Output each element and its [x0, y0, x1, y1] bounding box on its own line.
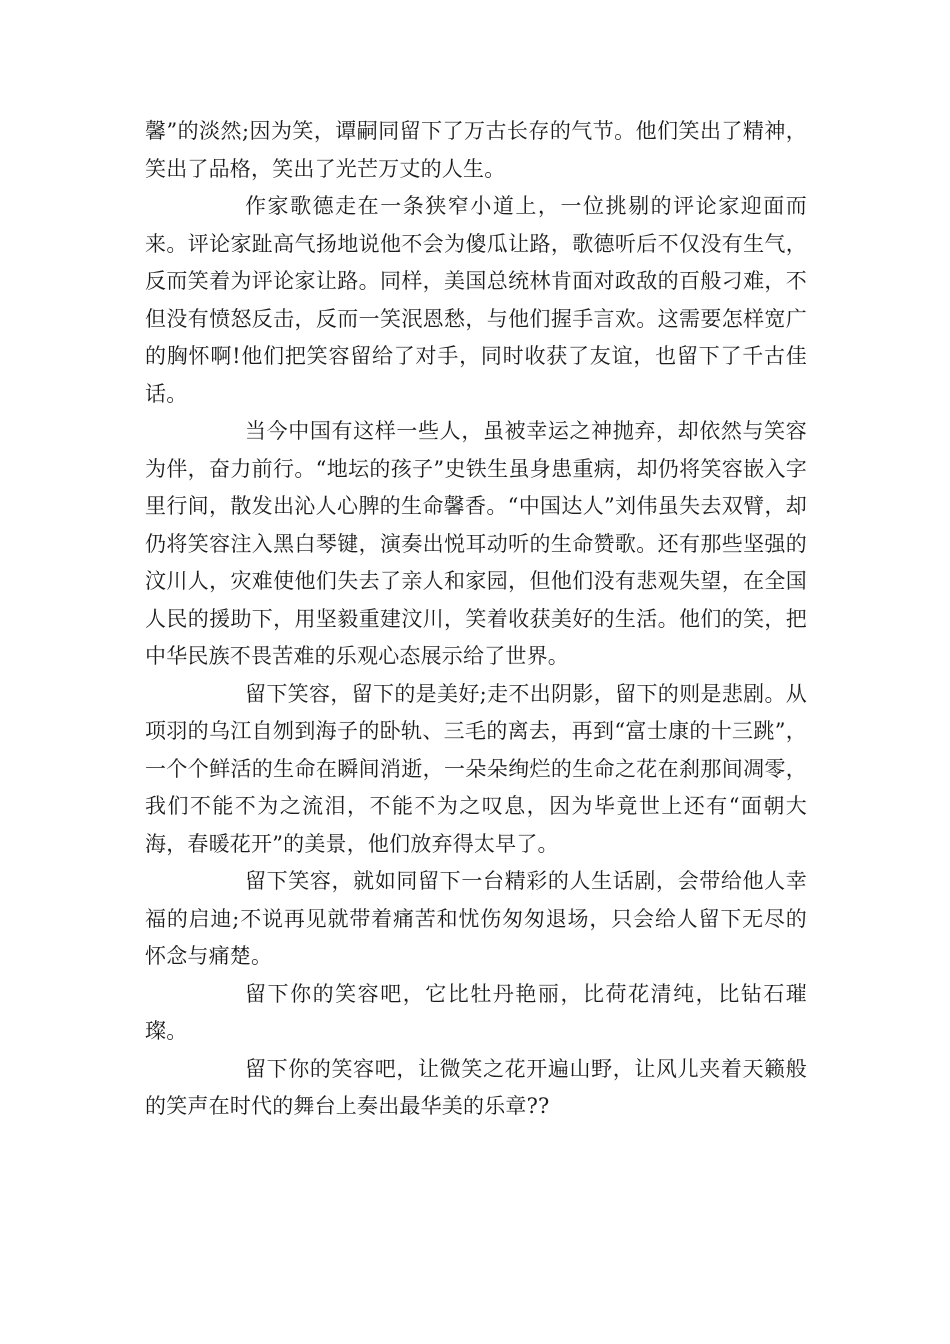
paragraph-1: 馨”的淡然;因为笑，谭嗣同留下了万古长存的气节。他们笑出了精神，笑出了品格，笑出了光芒万丈的人生。: [145, 119, 807, 181]
paragraph-6: 留下你的笑容吧，它比牡丹艳丽，比荷花清纯，比钻石璀璨。: [145, 981, 807, 1043]
paragraph-3: 当今中国有这样一些人，虽被幸运之神抛弃，却依然与笑容为伴，奋力前行。“地坛的孩子”史铁生虽身患重病，却仍将笑容嵌入字里行间，散发出沁人心脾的生命馨香。“中国达人”刘伟虽失去双臂，却仍将笑容注入黑白琴键，演奏出悦耳动听的生命赞歌。还有那些坚强的汶川人，灾难使他们失去了亲人和家园，但他们没有悲观失望，在全国人民的援助下，用坚毅重建汶川，笑着收获美好的生活。他们的笑，把中华民族不畏苦难的乐观心态展示给了世界。: [145, 419, 807, 668]
paragraph-7: 留下你的笑容吧，让微笑之花开遍山野，让风儿夹着天籁般的笑声在时代的舞台上奏出最华美的乐章??: [145, 1056, 807, 1118]
paragraph-5: 留下笑容，就如同留下一台精彩的人生话剧，会带给他人幸福的启迪;不说再见就带着痛苦和忧伤匆匆退场，只会给人留下无尽的怀念与痛楚。: [145, 869, 807, 968]
paragraph-4: 留下笑容，留下的是美好;走不出阴影，留下的则是悲剧。从项羽的乌江自刎到海子的卧轨、三毛的离去，再到“富士康的十三跳”，一个个鲜活的生命在瞬间消逝，一朵朵绚烂的生命之花在刹那间凋零，我们不能不为之流泪，不能不为之叹息，因为毕竟世上还有“面朝大海，春暖花开”的美景，他们放弃得太早了。: [145, 681, 807, 856]
document-body: [145, 113, 807, 1126]
paragraph-2: 作家歌德走在一条狭窄小道上，一位挑剔的评论家迎面而来。评论家趾高气扬地说他不会为傻瓜让路，歌德听后不仅没有生气，反而笑着为评论家让路。同样，美国总统林肯面对政敌的百般刁难，不但没有愤怒反击，反而一笑泯恩愁，与他们握手言欢。这需要怎样宽广的胸怀啊!他们把笑容留给了对手，同时收获了友谊，也留下了千古佳话。: [145, 194, 807, 406]
